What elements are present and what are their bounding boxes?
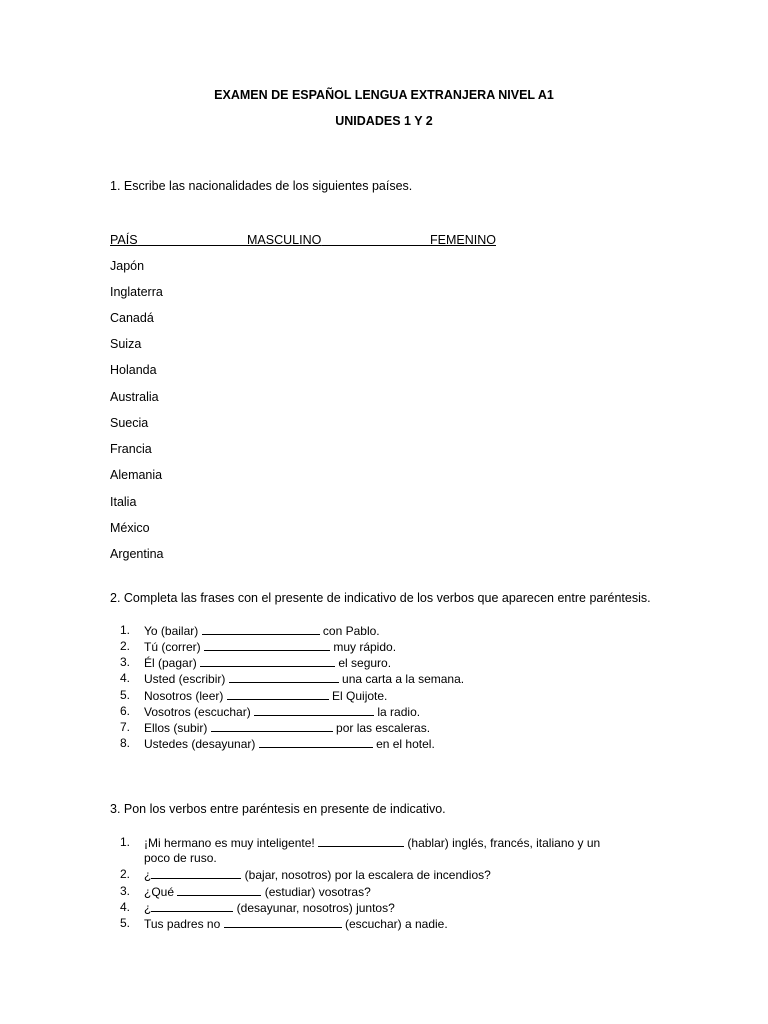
answer-blank[interactable] xyxy=(204,639,330,651)
answer-blank[interactable] xyxy=(200,655,335,667)
section1-heading: 1. Escribe las nacionalidades de los siguientes países. xyxy=(110,179,413,193)
column-header-pais: PAÍS xyxy=(110,233,138,247)
answer-blank[interactable] xyxy=(224,916,342,928)
document-page: EXAMEN DE ESPAÑOL LENGUA EXTRANJERA NIVEL A1 UNIDADES 1 Y 2 1. Escribe las nacionalidades de los siguientes países. PAÍS MASCULINO FEMENINO Japón Inglaterra Canadá Suiza Holanda Australia Suecia Francia Alemania Italia México Argentina 2. Completa las frases con el presente de indicativo de los verbos que aparecen entre paréntesis. 1. Yo (bailar) con Pablo. 2. Tú (correr) muy rápido. 3. Él (pagar) el seguro. 4. Usted (escribir) una carta a la semana. 5. Nosotros (leer) El Quijote. 6. Vosotros (escuchar) la radio. 7. Ellos (subir) por las escaleras. 8. Ustedes (desayunar) en el hotel. 3. Pon los verbos entre paréntesis en presente de indicativo. 1. ¡Mi hermano es muy inteligente! (hablar) inglés, francés, italiano y un poco de ruso. 2. ¿ (bajar, nosotros) por la escalera de incendios? 3. ¿Qué (estudiar) vosotras? 4. ¿ (desayunar, nosotros) juntos? 5. Tus padres no (escuchar) a nadie. xyxy=(0,0,768,1024)
answer-blank[interactable] xyxy=(202,623,320,635)
country-item: Suecia xyxy=(110,416,149,430)
country-item: Japón xyxy=(110,259,145,273)
section2-heading: 2. Completa las frases con el presente de indicativo de los verbos que aparecen entre paréntesis. xyxy=(110,591,651,605)
country-item: Inglaterra xyxy=(110,285,163,299)
country-item: Australia xyxy=(110,390,159,404)
exam-subtitle: UNIDADES 1 Y 2 xyxy=(335,114,433,128)
country-item: Alemania xyxy=(110,468,163,482)
country-item: Francia xyxy=(110,442,152,456)
country-item: Argentina xyxy=(110,547,164,561)
answer-blank[interactable] xyxy=(227,688,329,700)
country-item: México xyxy=(110,521,150,535)
column-header-masculino: MASCULINO xyxy=(247,233,322,247)
section3-heading: 3. Pon los verbos entre paréntesis en presente de indicativo. xyxy=(110,802,446,816)
country-item: Suiza xyxy=(110,337,142,351)
answer-blank[interactable] xyxy=(229,671,339,683)
country-item: Canadá xyxy=(110,311,154,325)
exam-title: EXAMEN DE ESPAÑOL LENGUA EXTRANJERA NIVEL A1 xyxy=(214,88,554,102)
answer-blank[interactable] xyxy=(151,867,241,879)
answer-blank[interactable] xyxy=(318,835,404,847)
answer-blank[interactable] xyxy=(211,720,333,732)
answer-blank[interactable] xyxy=(259,736,373,748)
answer-blank[interactable] xyxy=(151,900,233,912)
country-item: Italia xyxy=(110,495,137,509)
column-header-femenino: FEMENINO xyxy=(430,233,496,247)
answer-blank[interactable] xyxy=(177,884,261,896)
answer-blank[interactable] xyxy=(254,704,374,716)
country-item: Holanda xyxy=(110,363,157,377)
